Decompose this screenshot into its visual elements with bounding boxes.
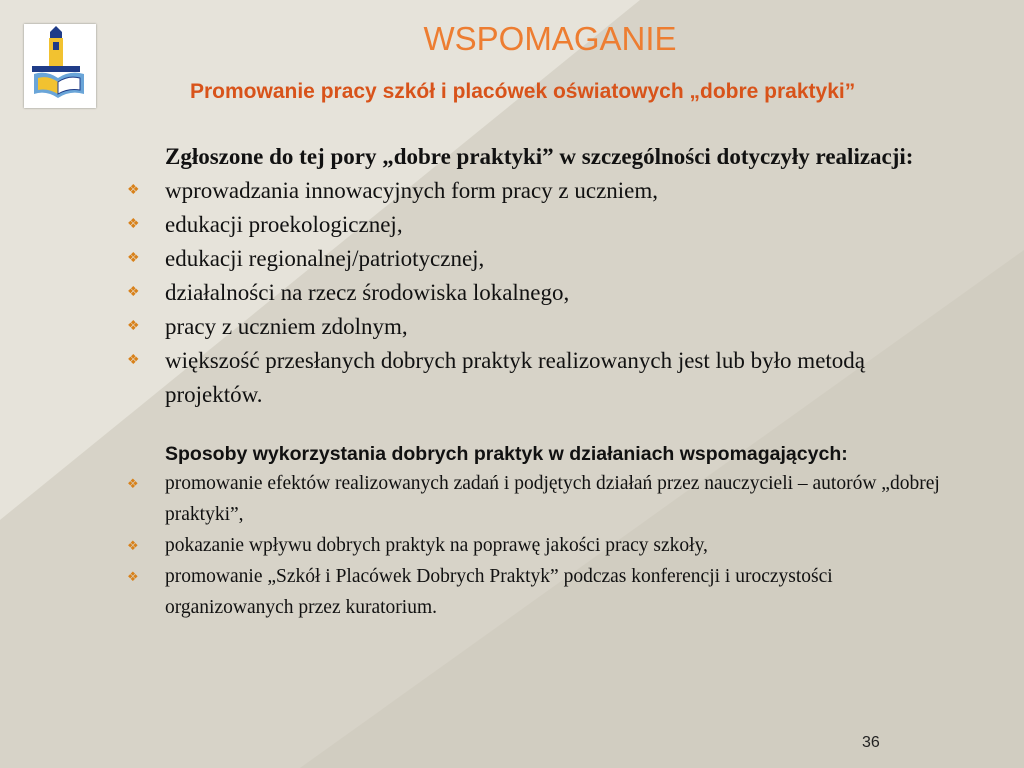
diamond-bullet-icon: ❖: [127, 353, 140, 368]
support-methods-list: [125, 468, 945, 623]
diamond-bullet-icon: ❖: [127, 569, 139, 584]
slide-title: WSPOMAGANIE: [423, 20, 677, 57]
kuratorium-logo: [24, 24, 96, 108]
list-item: ❖ wprowadzania innowacyjnych form pracy z uczniem,: [125, 174, 945, 208]
diamond-bullet-icon: ❖: [127, 285, 140, 300]
page-number: 36: [862, 734, 880, 751]
diamond-bullet-icon: ❖: [127, 217, 140, 232]
list-item: ❖ edukacji proekologicznej,: [125, 208, 945, 242]
list-item: ❖ pokazanie wpływu dobrych praktyk na poprawę jakości pracy szkoły,: [125, 530, 945, 561]
list-item: ❖ edukacji regionalnej/patriotycznej,: [125, 242, 945, 276]
list-item: ❖ promowanie „Szkół i Placówek Dobrych Praktyk” podczas konferencji i uroczystości organizowanych przez kuratorium.: [125, 561, 945, 623]
list-item: ❖ działalności na rzecz środowiska lokalnego,: [125, 276, 945, 310]
diamond-bullet-icon: ❖: [127, 538, 139, 553]
diamond-bullet-icon: ❖: [127, 183, 140, 198]
list-item: ❖ promowanie efektów realizowanych zadań i podjętych działań przez nauczycieli – autorów „dobrej praktyki”,: [125, 468, 945, 530]
diamond-bullet-icon: ❖: [127, 319, 140, 334]
diamond-bullet-icon: ❖: [127, 251, 140, 266]
list-item: ❖ większość przesłanych dobrych praktyk realizowanych jest lub było metodą projektów.: [125, 344, 945, 412]
diamond-bullet-icon: ❖: [127, 476, 139, 491]
practices-list: [125, 174, 945, 412]
section-heading: Sposoby wykorzystania dobrych praktyk w działaniach wspomagających:: [165, 443, 848, 465]
slide-subtitle: Promowanie pracy szkół i placówek oświatowych „dobre praktyki”: [190, 80, 856, 103]
list-item: ❖ pracy z uczniem zdolnym,: [125, 310, 945, 344]
intro-text: Zgłoszone do tej pory „dobre praktyki” w szczególności dotyczyły realizacji:: [165, 144, 914, 169]
slide-content: [125, 140, 945, 623]
